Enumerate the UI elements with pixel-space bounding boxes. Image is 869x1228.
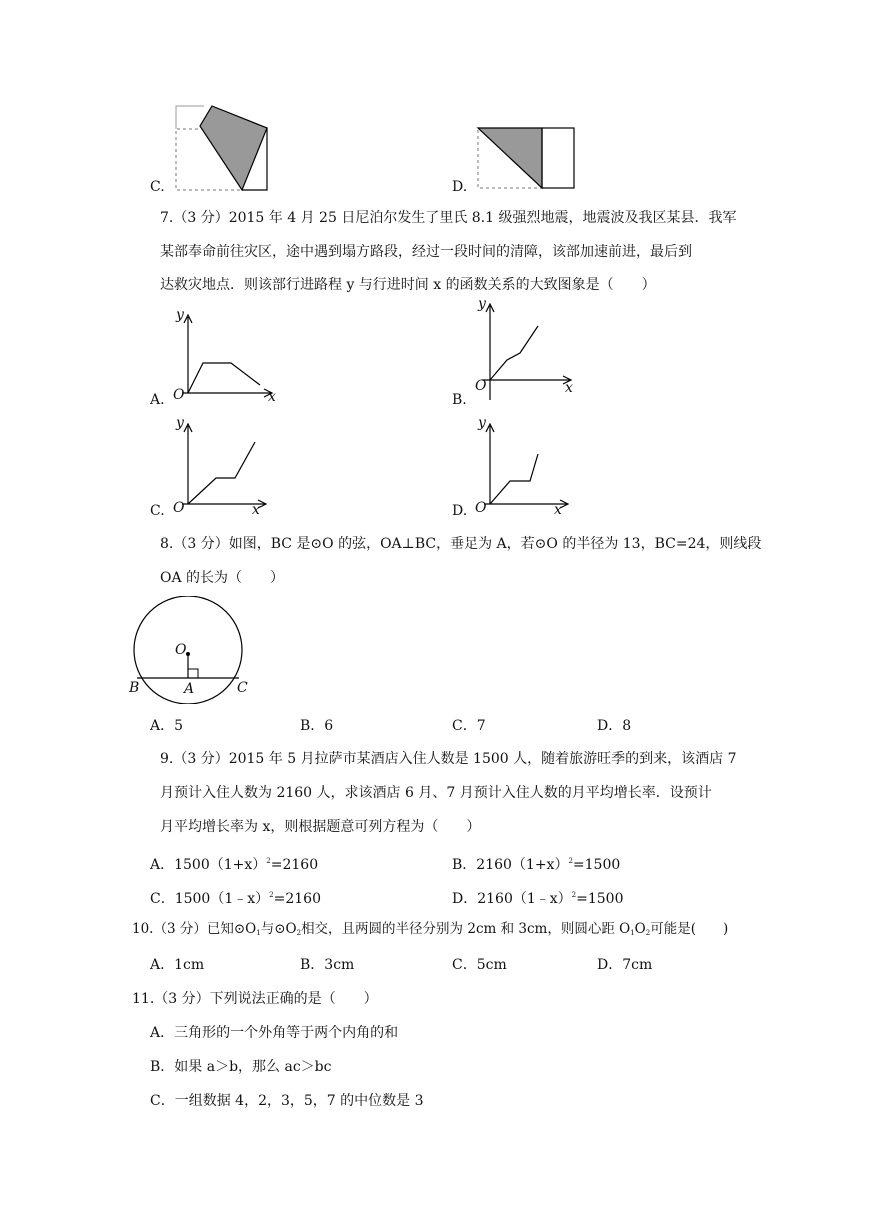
q7-graph-b <box>472 296 582 404</box>
q9-option-c: C．1500（1﹣x）$^2$=2160 <box>150 891 321 907</box>
x-axis-label: x <box>554 502 562 518</box>
origin-label: O <box>173 387 185 403</box>
q9-option-b: B．$2160(1+x)^2=1500$ <box>452 857 621 873</box>
q7-option-d-label: D. <box>452 503 468 519</box>
q10-option-b: B．3cm <box>300 957 355 973</box>
q8-option-b: B．6 <box>300 718 334 734</box>
q9-stem-line-2: 月预计入住人数为 2160 人，求该酒店 6 月、7 月预计入住人数的月平均增长率．设预计 <box>160 785 712 801</box>
point-c-label: C <box>237 680 248 696</box>
q11-stem: 11.（3 分）下列说法正确的是（ ） <box>132 991 378 1007</box>
q6-option-c-figure <box>172 104 272 194</box>
q11-option-b: B．如果 a＞b，那么 ac＞bc <box>150 1059 332 1075</box>
q8-option-a: A．5 <box>150 718 184 734</box>
q6-option-c-label: C. <box>150 179 165 195</box>
q8-stem-line-1: 8.（3 分）如图，BC 是⊙O 的弦，OA⊥BC，垂足为 A，若⊙O 的半径为 13，BC=24，则线段 <box>160 536 762 552</box>
q10-option-d: D．7cm <box>597 957 653 973</box>
q10-option-a: A．1cm <box>150 957 205 973</box>
q6-option-d-figure <box>476 124 578 194</box>
q8-stem-line-2: OA 的长为（ ） <box>160 570 285 586</box>
q7-graph-a <box>168 305 283 405</box>
q11-option-c: C．一组数据 4，2，3，5，7 的中位数是 3 <box>150 1093 424 1109</box>
q9-stem-line-1: 9.（3 分）2015 年 5 月拉萨市某酒店入住人数是 1500 人，随着旅游旺季的到来，该酒店 7 <box>160 751 737 767</box>
q8-option-c: C．7 <box>452 718 486 734</box>
q7-graph-c <box>168 414 278 518</box>
point-o-label: O <box>175 642 187 658</box>
q11-option-a: A．三角形的一个外角等于两个内角的和 <box>150 1025 399 1041</box>
q9-option-a: A．$1500(1+x)^2=2160$ <box>150 857 319 873</box>
q7-stem-line-3: 达救灾地点．则该部行进路程 y 与行进时间 x 的函数关系的大致图象是（ ） <box>160 277 656 293</box>
y-axis-label: y <box>176 307 184 323</box>
x-axis-label: x <box>565 380 573 396</box>
origin-label: O <box>475 500 487 516</box>
q7-stem-line-2: 某部奉命前往灾区，途中遇到塌方路段，经过一段时间的清障，该部加速前进，最后到 <box>160 244 692 260</box>
q7-option-b-label: B. <box>452 392 467 408</box>
q9-option-d: D．2160（1﹣x）$^2$=1500 <box>452 891 624 907</box>
q7-graph-d <box>470 414 580 518</box>
q8-option-d: D．8 <box>597 718 632 734</box>
y-axis-label: y <box>176 415 184 431</box>
q9-stem-line-3: 月平均增长率为 x，则根据题意可列方程为（ ） <box>160 819 481 835</box>
point-b-label: B <box>129 680 140 696</box>
origin-label: O <box>173 500 185 516</box>
q10-stem: 10.（3 分）已知$⊙O_1$与$⊙O_2$相交，且两圆的半径分别为 2cm 和 3cm，则圆心距 $O_1O_2$可能是( ) <box>132 921 729 937</box>
y-axis-label: y <box>478 415 486 431</box>
q6-option-d-label: D. <box>452 179 468 195</box>
q7-option-c-label: C. <box>150 503 165 519</box>
q8-circle-figure <box>126 596 256 704</box>
q7-stem-line-1: 7.（3 分）2015 年 4 月 25 日尼泊尔发生了里氏 8.1 级强烈地震，地震波及我区某县．我军 <box>160 210 737 226</box>
point-a-label: A <box>184 681 195 697</box>
y-axis-label: y <box>478 296 486 312</box>
x-axis-label: x <box>268 389 276 405</box>
x-axis-label: x <box>252 502 260 518</box>
origin-label: O <box>475 378 487 394</box>
q10-option-c: C．5cm <box>452 957 507 973</box>
q7-option-a-label: A. <box>150 392 165 408</box>
